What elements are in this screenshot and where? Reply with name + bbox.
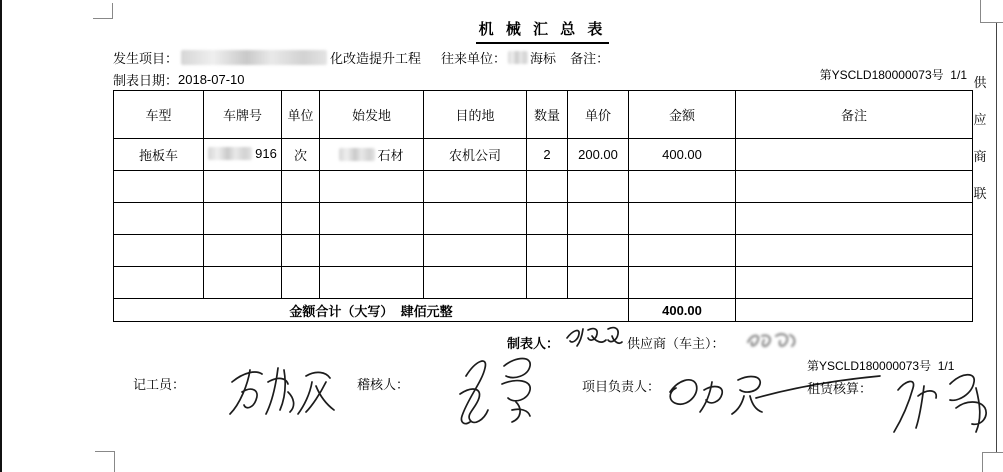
total-row [114,299,973,322]
column-header-remark: 备注 [736,91,973,139]
column-header-plate-no: 车牌号 [204,91,282,139]
column-header-unit: 单位 [282,91,320,139]
crop-mark-top-left [93,3,113,19]
counterparty-redaction-blur [508,51,528,64]
supplier-signature-blurred [742,328,800,352]
vehicle-type-cell: 拖板车 [114,139,204,171]
lease-accounting-label: 租赁核算： [807,381,873,396]
supplier-label: 供应商（车主）： [627,336,725,351]
copy-label-vertical: 供应商联 [973,75,987,201]
origin-cell: 石材 [320,139,424,171]
info-line-2 [113,71,245,88]
project-label: 发生项目： [113,51,179,66]
preparer-label: 制表人： [507,336,560,351]
date-value: 2018-07-10 [178,72,245,87]
crop-mark-bottom-right [982,452,1003,472]
empty-row [114,171,973,203]
timekeeper-label: 记工员： [133,377,186,392]
project-manager-label: 项目负责人： [582,379,661,394]
plate-no-cell: 916 [204,139,282,171]
auditor-label: 稽核人： [357,377,410,392]
page-title: 机 械 汇 总 表 [476,18,610,44]
header-row [114,91,973,139]
total-remark-cell [736,299,973,322]
unit-cell: 次 [282,139,320,171]
timekeeper-signature [222,360,340,418]
column-header-vehicle-type: 车型 [114,91,204,139]
lease-accounting-signature [888,362,1001,440]
remark-label: 备注： [570,51,610,66]
crop-mark-bottom-left [95,451,115,472]
total-label: 金额合计（大写） 肆佰元整 [114,299,629,322]
column-header-amount: 金额 [629,91,736,139]
doc-number-bottom: 第YSCLD180000073号 1/1 [807,359,955,373]
total-amount: 400.00 [629,299,736,322]
destination-cell: 农机公司 [424,139,527,171]
summary-table [113,90,973,322]
plate-redaction-blur [208,147,252,160]
counterparty-label: 往来单位： [441,51,507,66]
column-header-unit-price: 单价 [568,91,629,139]
empty-row [114,235,973,267]
quantity-cell: 2 [527,139,568,171]
remark-cell [736,139,973,171]
unit-price-cell: 200.00 [568,139,629,171]
counterparty-value: 海标 [530,51,557,66]
preparer-signature [562,322,624,352]
table-row [114,139,973,171]
date-label: 制表日期： [113,73,179,88]
column-header-quantity: 数量 [527,91,568,139]
empty-row [114,203,973,235]
window-left-edge [0,0,2,472]
empty-row [114,267,973,299]
column-header-origin: 始发地 [320,91,424,139]
column-header-destination: 目的地 [424,91,527,139]
crop-mark-top-right [980,0,1003,23]
auditor-signature [452,350,547,432]
doc-number-top: 第YSCLD180000073号 1/1 [819,68,967,82]
info-line-1 [113,49,609,66]
project-value-suffix: 化改造提升工程 [330,51,422,66]
amount-cell: 400.00 [629,139,736,171]
project-redaction-blur [181,50,327,65]
title-row [113,18,972,44]
origin-redaction-blur [339,148,375,161]
